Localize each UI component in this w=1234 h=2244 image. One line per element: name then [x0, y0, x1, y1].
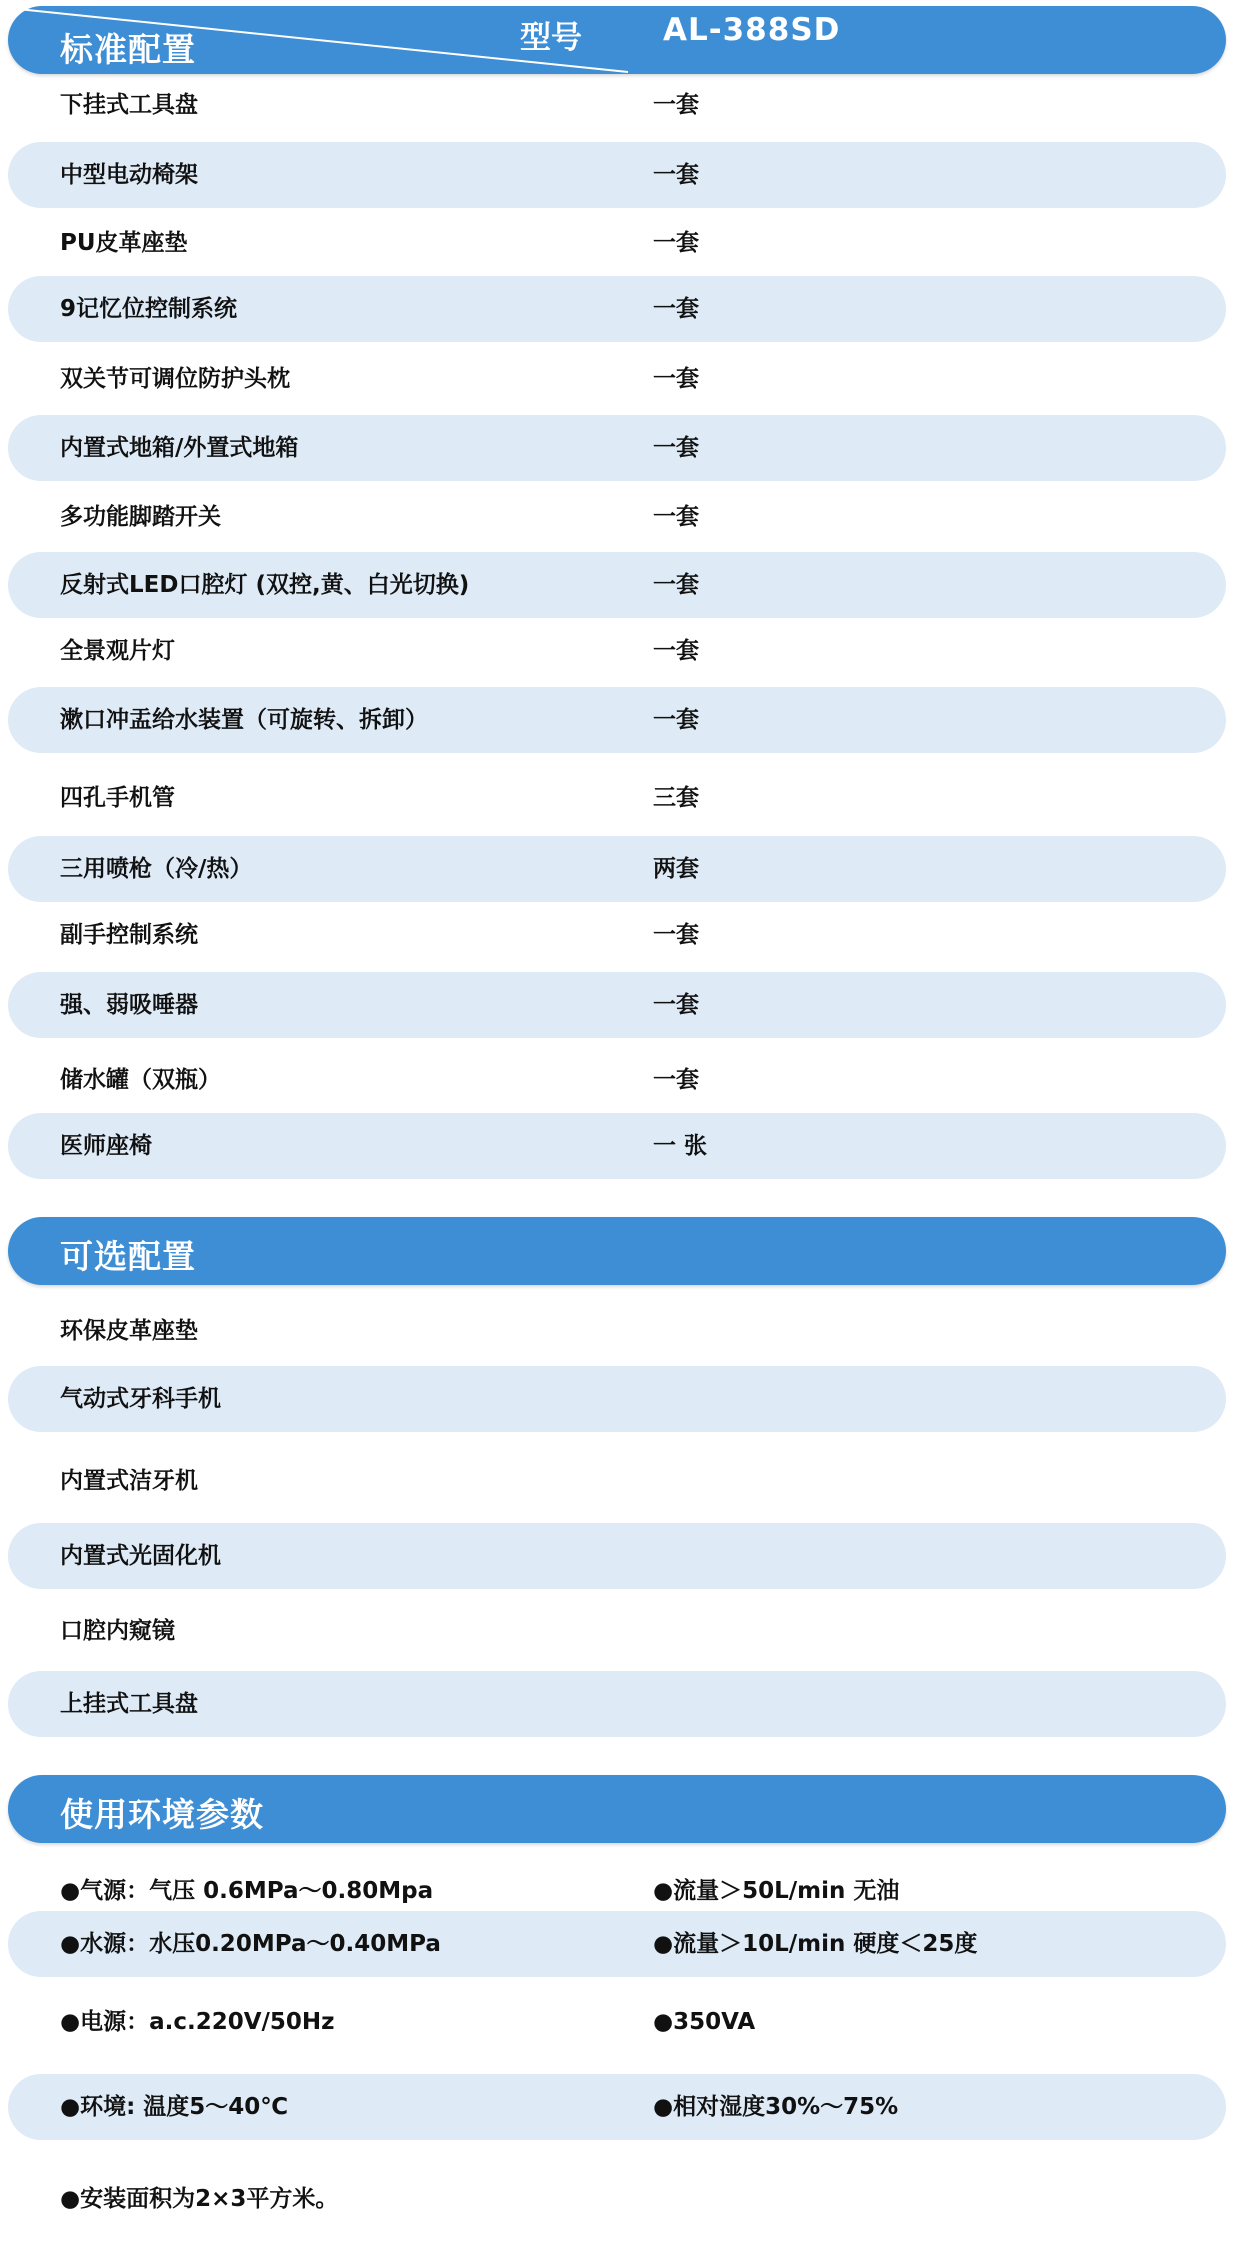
- item-name: 内置式光固化机: [60, 1543, 221, 1569]
- model-label: 型号: [520, 20, 582, 56]
- standard-item-row: [8, 210, 1226, 276]
- standard-item-row: [8, 687, 1226, 753]
- standard-item-row: [8, 1113, 1226, 1179]
- optional-item-row: [8, 1298, 1226, 1364]
- standard-item-row: [8, 552, 1226, 618]
- item-name: 医师座椅: [60, 1133, 152, 1159]
- item-name: 内置式洁牙机: [60, 1468, 198, 1494]
- item-qty: 一套: [653, 572, 699, 598]
- item-name: 环保皮革座垫: [60, 1318, 198, 1344]
- standard-config-title: 标准配置: [60, 30, 196, 69]
- standard-item-row: [8, 618, 1226, 684]
- env-right: ●350VA: [653, 2009, 756, 2035]
- optional-item-row: [8, 1671, 1226, 1737]
- item-qty: 一套: [653, 504, 699, 530]
- standard-item-row: [8, 484, 1226, 550]
- item-qty: 一套: [653, 92, 699, 118]
- standard-item-row: [8, 276, 1226, 342]
- item-name: 多功能脚踏开关: [60, 504, 221, 530]
- optional-item-row: [8, 1523, 1226, 1589]
- item-qty: 一套: [653, 1067, 699, 1093]
- standard-item-row: [8, 346, 1226, 412]
- env-left: ●水源：水压0.20MPa～0.40MPa: [60, 1931, 441, 1957]
- optional-config-header: [8, 1217, 1226, 1285]
- env-right: ●流量＞50L/min 无油: [653, 1878, 900, 1904]
- item-qty: 一套: [653, 922, 699, 948]
- item-qty: 一套: [653, 638, 699, 664]
- optional-item-row: [8, 1598, 1226, 1664]
- standard-item-row: [8, 765, 1226, 831]
- item-qty: 一套: [653, 366, 699, 392]
- environment-row: [8, 1911, 1226, 1977]
- standard-item-row: [8, 902, 1226, 968]
- item-name: PU皮革座垫: [60, 230, 188, 256]
- env-left: ●电源：a.c.220V/50Hz: [60, 2009, 335, 2035]
- item-name: 副手控制系统: [60, 922, 198, 948]
- standard-item-row: [8, 72, 1226, 138]
- env-right: ●相对湿度30%～75%: [653, 2094, 899, 2120]
- optional-item-row: [8, 1366, 1226, 1432]
- item-qty: 一套: [653, 707, 699, 733]
- optional-config-title: 可选配置: [60, 1237, 196, 1276]
- environment-header: [8, 1775, 1226, 1843]
- item-name: 内置式地箱/外置式地箱: [60, 435, 299, 461]
- model-value: AL-388SD: [663, 12, 841, 48]
- item-qty: 一套: [653, 992, 699, 1018]
- standard-item-row: [8, 415, 1226, 481]
- item-name: 上挂式工具盘: [60, 1691, 198, 1717]
- environment-title: 使用环境参数: [60, 1795, 264, 1834]
- optional-item-row: [8, 1448, 1226, 1514]
- item-qty: 一套: [653, 435, 699, 461]
- standard-item-row: [8, 972, 1226, 1038]
- standard-item-row: [8, 142, 1226, 208]
- item-qty: 一套: [653, 162, 699, 188]
- item-qty: 一套: [653, 230, 699, 256]
- item-name: 口腔内窥镜: [60, 1618, 175, 1644]
- item-name: 反射式LED口腔灯 (双控,黄、白光切换): [60, 572, 470, 598]
- item-qty: 三套: [653, 785, 699, 811]
- item-name: 漱口冲盂给水装置（可旋转、拆卸）: [60, 707, 428, 733]
- env-left: ●环境: 温度5～40℃: [60, 2094, 289, 2120]
- item-name: 储水罐（双瓶）: [60, 1067, 221, 1093]
- item-name: 9记忆位控制系统: [60, 296, 238, 322]
- environment-row: [8, 2166, 1226, 2232]
- item-name: 四孔手机管: [60, 785, 175, 811]
- item-name: 气动式牙科手机: [60, 1386, 221, 1412]
- item-name: 全景观片灯: [60, 638, 175, 664]
- item-name: 中型电动椅架: [60, 162, 198, 188]
- env-left: ●安装面积为2×3平方米。: [60, 2186, 339, 2212]
- environment-row: [8, 2074, 1226, 2140]
- item-name: 三用喷枪（冷/热）: [60, 856, 253, 882]
- item-name: 下挂式工具盘: [60, 92, 198, 118]
- item-name: 强、弱吸唾器: [60, 992, 198, 1018]
- environment-row: [8, 1989, 1226, 2055]
- env-right: ●流量＞10L/min 硬度＜25度: [653, 1931, 978, 1957]
- standard-item-row: [8, 1047, 1226, 1113]
- item-name: 双关节可调位防护头枕: [60, 366, 290, 392]
- env-left: ●气源：气压 0.6MPa～0.80Mpa: [60, 1878, 434, 1904]
- item-qty: 一套: [653, 296, 699, 322]
- standard-item-row: [8, 836, 1226, 902]
- item-qty: 一 张: [653, 1133, 708, 1159]
- standard-config-header: [8, 6, 1226, 74]
- item-qty: 两套: [653, 856, 699, 882]
